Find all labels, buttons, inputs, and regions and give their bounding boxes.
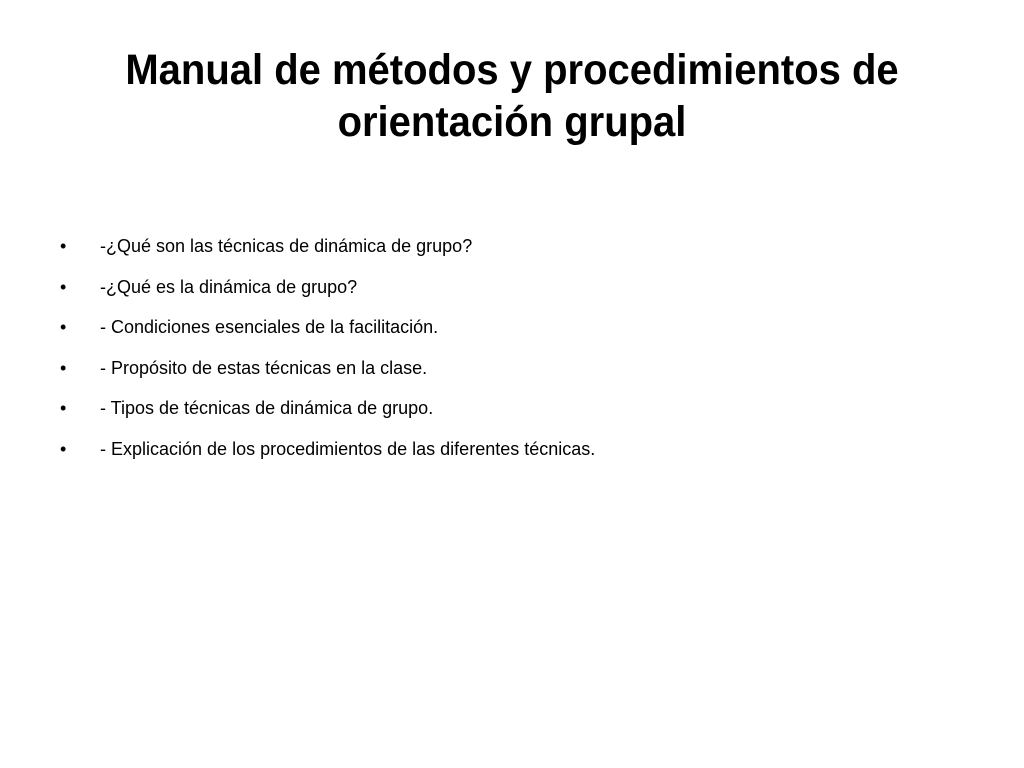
bullet-icon: • — [60, 357, 67, 378]
list-item — [60, 355, 960, 396]
list-item — [60, 314, 960, 355]
list-item — [60, 274, 960, 315]
bullet-icon: • — [60, 438, 67, 459]
bullet-list — [60, 233, 960, 476]
list-item-text: - Explicación de los procedimientos de las diferentes técnicas. — [100, 438, 596, 459]
slide-title: Manual de métodos y procedimientos de orientación grupal — [125, 46, 899, 146]
list-item-text: - Condiciones esenciales de la facilitación. — [100, 317, 439, 337]
list-item-text: - Propósito de estas técnicas en la clase. — [100, 357, 428, 378]
bullet-icon: • — [60, 236, 67, 256]
list-item — [60, 233, 960, 274]
list-item-text: -¿Qué es la dinámica de grupo? — [100, 276, 358, 297]
bullet-icon: • — [60, 317, 67, 337]
bullet-icon: • — [60, 276, 67, 297]
list-item-text: - Tipos de técnicas de dinámica de grupo. — [100, 398, 434, 418]
list-item-text: -¿Qué son las técnicas de dinámica de grupo? — [100, 236, 473, 256]
list-item — [60, 395, 960, 436]
list-item — [60, 436, 960, 477]
bullet-icon: • — [60, 398, 67, 418]
